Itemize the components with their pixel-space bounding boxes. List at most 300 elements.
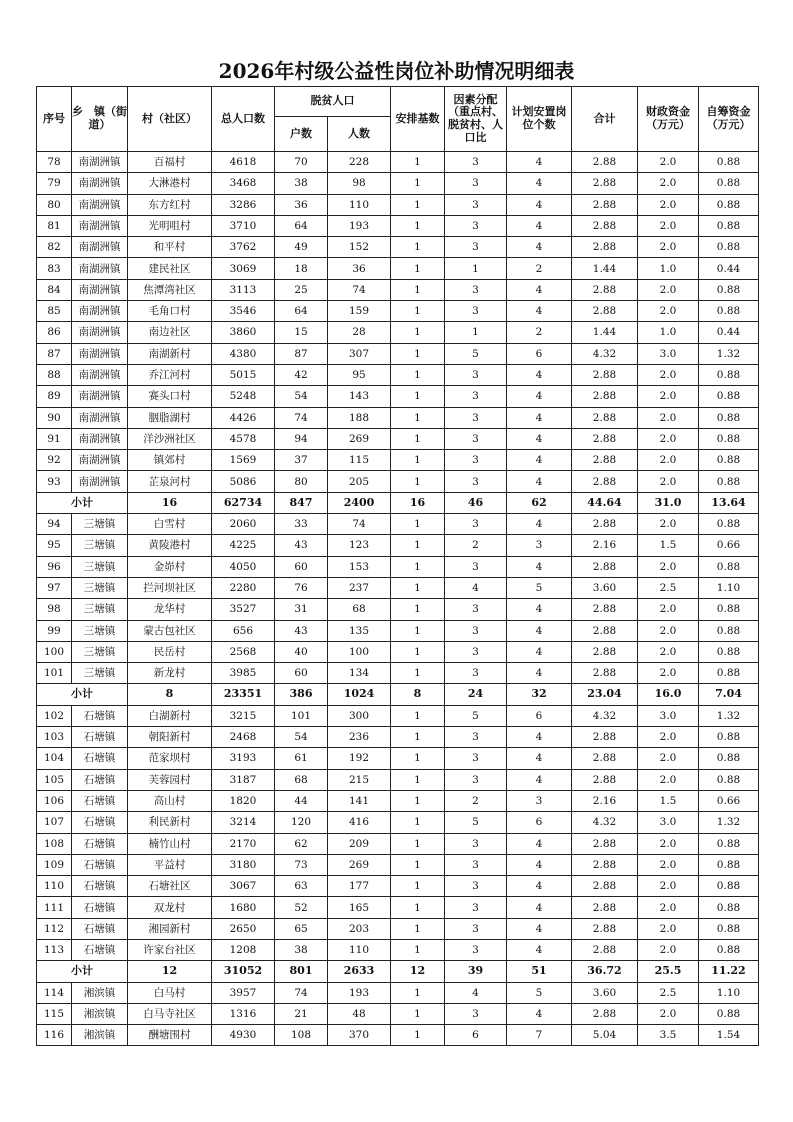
cell-village: 光明咀村 [128,215,212,236]
cell-planned-posts: 4 [507,428,572,449]
cell-self-funds: 0.88 [699,386,759,407]
cell-seq: 90 [37,407,72,428]
table-row [37,450,759,471]
cell-households: 87 [275,343,328,364]
cell-sum: 2.88 [572,237,638,258]
cell-self-funds: 0.88 [699,301,759,322]
cell-households: 60 [275,663,328,684]
cell-seq: 100 [37,641,72,662]
cell-planned-posts: 3 [507,790,572,811]
cell-persons: 36 [328,258,391,279]
cell-persons: 228 [328,152,391,173]
cell-persons: 205 [328,471,391,492]
cell-total-population: 4578 [212,428,275,449]
subtotal-row [37,684,759,705]
cell-seq: 79 [37,173,72,194]
cell-sum: 2.88 [572,599,638,620]
table-row [37,854,759,875]
cell-total-population: 3286 [212,194,275,215]
cell-fiscal-funds: 2.0 [638,556,699,577]
cell-base: 1 [391,918,445,939]
cell-sum: 2.88 [572,194,638,215]
cell-self-funds: 0.88 [699,748,759,769]
table-row [37,620,759,641]
cell-village: 白雪村 [128,514,212,535]
cell-self-funds: 0.66 [699,790,759,811]
cell-town: 南湖洲镇 [72,386,128,407]
cell-seq: 109 [37,854,72,875]
cell-town: 石塘镇 [72,939,128,960]
cell-households: 68 [275,769,328,790]
cell-village: 胭脂湖村 [128,407,212,428]
cell-sum: 2.88 [572,407,638,428]
cell-seq: 98 [37,599,72,620]
cell-village: 白湖新村 [128,705,212,726]
cell-factor: 3 [445,620,507,641]
subtotal-row [37,492,759,513]
cell-planned-posts: 4 [507,663,572,684]
cell-fiscal-funds: 3.0 [638,343,699,364]
cell-persons: 98 [328,173,391,194]
cell-persons: 48 [328,1003,391,1024]
cell-planned-posts: 4 [507,727,572,748]
subtotal-cell-village: 16 [128,492,212,513]
cell-village: 芷泉河村 [128,471,212,492]
cell-base: 1 [391,748,445,769]
subtotal-label: 小计 [37,961,128,982]
subtotal-cell-fiscal-funds: 25.5 [638,961,699,982]
cell-fiscal-funds: 2.0 [638,471,699,492]
header-village: 村（社区） [128,87,212,152]
cell-households: 108 [275,1025,328,1046]
cell-total-population: 3860 [212,322,275,343]
cell-persons: 237 [328,577,391,598]
cell-seq: 92 [37,450,72,471]
cell-fiscal-funds: 1.5 [638,535,699,556]
cell-planned-posts: 4 [507,897,572,918]
cell-total-population: 3187 [212,769,275,790]
cell-sum: 4.32 [572,343,638,364]
subtotal-cell-planned-posts: 62 [507,492,572,513]
cell-factor: 3 [445,364,507,385]
cell-factor: 3 [445,173,507,194]
cell-persons: 370 [328,1025,391,1046]
cell-seq: 82 [37,237,72,258]
cell-seq: 86 [37,322,72,343]
cell-village: 洋沙洲社区 [128,428,212,449]
cell-planned-posts: 4 [507,939,572,960]
cell-planned-posts: 4 [507,748,572,769]
subtotal-cell-persons: 2400 [328,492,391,513]
cell-households: 52 [275,897,328,918]
cell-seq: 94 [37,514,72,535]
cell-planned-posts: 4 [507,833,572,854]
table-row [37,428,759,449]
subtotal-cell-planned-posts: 51 [507,961,572,982]
cell-sum: 2.88 [572,727,638,748]
cell-self-funds: 0.88 [699,876,759,897]
cell-village: 民岳村 [128,641,212,662]
cell-total-population: 1680 [212,897,275,918]
cell-seq: 88 [37,364,72,385]
cell-planned-posts: 4 [507,769,572,790]
cell-total-population: 3985 [212,663,275,684]
cell-persons: 134 [328,663,391,684]
cell-sum: 2.88 [572,769,638,790]
cell-persons: 153 [328,556,391,577]
cell-town: 三塘镇 [72,641,128,662]
cell-town: 南湖洲镇 [72,237,128,258]
header-households: 户数 [275,117,328,152]
cell-seq: 99 [37,620,72,641]
cell-total-population: 1820 [212,790,275,811]
cell-persons: 141 [328,790,391,811]
cell-total-population: 2468 [212,727,275,748]
cell-seq: 106 [37,790,72,811]
cell-households: 33 [275,514,328,535]
cell-households: 64 [275,301,328,322]
subtotal-cell-base: 12 [391,961,445,982]
cell-village: 南边社区 [128,322,212,343]
cell-planned-posts: 4 [507,215,572,236]
cell-persons: 74 [328,514,391,535]
header-seq: 序号 [37,87,72,152]
cell-self-funds: 0.88 [699,897,759,918]
cell-seq: 91 [37,428,72,449]
table-row [37,471,759,492]
table-row [37,386,759,407]
cell-base: 1 [391,215,445,236]
cell-households: 15 [275,322,328,343]
cell-base: 1 [391,705,445,726]
subtotal-cell-total-population: 23351 [212,684,275,705]
cell-fiscal-funds: 2.0 [638,918,699,939]
subtotal-cell-sum: 36.72 [572,961,638,982]
cell-persons: 269 [328,428,391,449]
cell-base: 1 [391,556,445,577]
cell-self-funds: 0.88 [699,769,759,790]
cell-sum: 1.44 [572,322,638,343]
cell-fiscal-funds: 2.0 [638,833,699,854]
cell-sum: 2.88 [572,833,638,854]
cell-factor: 3 [445,1003,507,1024]
cell-base: 1 [391,450,445,471]
cell-planned-posts: 4 [507,450,572,471]
cell-town: 南湖洲镇 [72,173,128,194]
subtotal-cell-total-population: 62734 [212,492,275,513]
cell-seq: 116 [37,1025,72,1046]
cell-base: 1 [391,471,445,492]
header-self-funds: 自筹资金（万元） [699,87,759,152]
cell-households: 38 [275,939,328,960]
subtotal-cell-factor: 46 [445,492,507,513]
subtotal-cell-base: 16 [391,492,445,513]
cell-town: 南湖洲镇 [72,428,128,449]
cell-town: 石塘镇 [72,897,128,918]
cell-households: 54 [275,386,328,407]
table-row [37,152,759,173]
cell-seq: 111 [37,897,72,918]
cell-base: 1 [391,854,445,875]
cell-sum: 2.88 [572,215,638,236]
subtotal-cell-village: 8 [128,684,212,705]
cell-village: 东方红村 [128,194,212,215]
cell-fiscal-funds: 2.0 [638,514,699,535]
cell-households: 40 [275,641,328,662]
cell-total-population: 3069 [212,258,275,279]
cell-self-funds: 0.88 [699,854,759,875]
table-row [37,322,759,343]
cell-total-population: 3710 [212,215,275,236]
cell-factor: 3 [445,833,507,854]
cell-sum: 2.16 [572,790,638,811]
cell-fiscal-funds: 2.0 [638,301,699,322]
cell-sum: 2.88 [572,918,638,939]
cell-households: 25 [275,279,328,300]
cell-base: 1 [391,428,445,449]
cell-total-population: 2280 [212,577,275,598]
cell-village: 蒙古包社区 [128,620,212,641]
subtotal-cell-persons: 1024 [328,684,391,705]
cell-total-population: 3527 [212,599,275,620]
subtotal-cell-self-funds: 7.04 [699,684,759,705]
cell-self-funds: 0.88 [699,1003,759,1024]
cell-self-funds: 0.88 [699,918,759,939]
table-row [37,599,759,620]
cell-sum: 2.88 [572,301,638,322]
table-row [37,918,759,939]
cell-planned-posts: 6 [507,343,572,364]
subtotal-cell-fiscal-funds: 16.0 [638,684,699,705]
cell-seq: 80 [37,194,72,215]
cell-factor: 3 [445,194,507,215]
cell-persons: 203 [328,918,391,939]
cell-total-population: 4050 [212,556,275,577]
cell-households: 63 [275,876,328,897]
cell-factor: 3 [445,727,507,748]
cell-households: 49 [275,237,328,258]
cell-persons: 215 [328,769,391,790]
subtotal-cell-base: 8 [391,684,445,705]
cell-fiscal-funds: 2.5 [638,982,699,1003]
cell-town: 三塘镇 [72,663,128,684]
cell-sum: 5.04 [572,1025,638,1046]
cell-persons: 123 [328,535,391,556]
cell-town: 南湖洲镇 [72,301,128,322]
header-persons: 人数 [328,117,391,152]
table-row [37,173,759,194]
cell-persons: 110 [328,939,391,960]
cell-town: 南湖洲镇 [72,152,128,173]
cell-town: 南湖洲镇 [72,279,128,300]
cell-base: 1 [391,939,445,960]
cell-sum: 2.16 [572,535,638,556]
cell-town: 南湖洲镇 [72,364,128,385]
cell-fiscal-funds: 2.0 [638,620,699,641]
cell-self-funds: 0.88 [699,407,759,428]
cell-factor: 3 [445,641,507,662]
cell-village: 白马村 [128,982,212,1003]
cell-total-population: 4380 [212,343,275,364]
cell-village: 毛角口村 [128,301,212,322]
cell-village: 石塘社区 [128,876,212,897]
cell-factor: 3 [445,769,507,790]
cell-planned-posts: 4 [507,386,572,407]
header-fiscal-funds: 财政资金（万元） [638,87,699,152]
cell-seq: 85 [37,301,72,322]
cell-base: 1 [391,727,445,748]
cell-planned-posts: 4 [507,641,572,662]
cell-village: 镇郊村 [128,450,212,471]
cell-village: 南湖新村 [128,343,212,364]
cell-base: 1 [391,663,445,684]
subtotal-cell-households: 847 [275,492,328,513]
header-town: 乡 镇（街道） [72,87,128,152]
cell-factor: 3 [445,854,507,875]
cell-planned-posts: 4 [507,301,572,322]
cell-town: 三塘镇 [72,556,128,577]
cell-base: 1 [391,897,445,918]
cell-planned-posts: 4 [507,556,572,577]
cell-households: 38 [275,173,328,194]
cell-total-population: 3468 [212,173,275,194]
cell-seq: 107 [37,812,72,833]
cell-households: 36 [275,194,328,215]
cell-households: 70 [275,152,328,173]
table-body [37,152,759,1046]
cell-planned-posts: 4 [507,152,572,173]
cell-fiscal-funds: 1.0 [638,322,699,343]
cell-town: 南湖洲镇 [72,471,128,492]
cell-seq: 87 [37,343,72,364]
cell-households: 54 [275,727,328,748]
cell-village: 范家坝村 [128,748,212,769]
cell-base: 1 [391,279,445,300]
subtotal-cell-households: 801 [275,961,328,982]
cell-self-funds: 1.54 [699,1025,759,1046]
subtotal-label: 小计 [37,492,128,513]
cell-self-funds: 0.44 [699,258,759,279]
cell-self-funds: 0.88 [699,194,759,215]
cell-self-funds: 0.88 [699,428,759,449]
table-row [37,215,759,236]
cell-total-population: 3214 [212,812,275,833]
cell-fiscal-funds: 1.5 [638,790,699,811]
cell-self-funds: 0.88 [699,279,759,300]
cell-town: 石塘镇 [72,790,128,811]
cell-self-funds: 1.10 [699,982,759,1003]
cell-sum: 2.88 [572,641,638,662]
cell-planned-posts: 4 [507,194,572,215]
table-row [37,194,759,215]
table-row [37,535,759,556]
cell-town: 南湖洲镇 [72,258,128,279]
cell-fiscal-funds: 2.0 [638,939,699,960]
cell-seq: 97 [37,577,72,598]
cell-base: 1 [391,833,445,854]
cell-sum: 2.88 [572,1003,638,1024]
cell-households: 31 [275,599,328,620]
cell-base: 1 [391,258,445,279]
cell-total-population: 3113 [212,279,275,300]
cell-sum: 3.60 [572,982,638,1003]
cell-fiscal-funds: 2.0 [638,194,699,215]
cell-seq: 84 [37,279,72,300]
cell-self-funds: 1.32 [699,812,759,833]
cell-households: 120 [275,812,328,833]
cell-planned-posts: 4 [507,364,572,385]
cell-seq: 103 [37,727,72,748]
cell-town: 湘滨镇 [72,982,128,1003]
table-row [37,705,759,726]
cell-base: 1 [391,194,445,215]
cell-fiscal-funds: 2.0 [638,641,699,662]
cell-planned-posts: 4 [507,407,572,428]
cell-persons: 68 [328,599,391,620]
cell-fiscal-funds: 2.0 [638,173,699,194]
cell-town: 三塘镇 [72,577,128,598]
cell-total-population: 3193 [212,748,275,769]
subtotal-cell-self-funds: 13.64 [699,492,759,513]
cell-households: 62 [275,833,328,854]
cell-persons: 177 [328,876,391,897]
header-factor: 因素分配（重点村、脱贫村、人口比 [445,87,507,152]
cell-total-population: 656 [212,620,275,641]
cell-factor: 3 [445,152,507,173]
cell-factor: 3 [445,748,507,769]
cell-town: 南湖洲镇 [72,407,128,428]
cell-base: 1 [391,152,445,173]
cell-factor: 3 [445,876,507,897]
cell-households: 42 [275,364,328,385]
cell-households: 44 [275,790,328,811]
subtotal-cell-sum: 23.04 [572,684,638,705]
cell-fiscal-funds: 2.0 [638,450,699,471]
cell-seq: 93 [37,471,72,492]
cell-households: 73 [275,854,328,875]
table-row [37,833,759,854]
cell-sum: 4.32 [572,812,638,833]
cell-town: 三塘镇 [72,514,128,535]
cell-total-population: 4225 [212,535,275,556]
subtotal-cell-households: 386 [275,684,328,705]
cell-seq: 104 [37,748,72,769]
cell-total-population: 2170 [212,833,275,854]
cell-persons: 159 [328,301,391,322]
subtotal-cell-planned-posts: 32 [507,684,572,705]
cell-persons: 188 [328,407,391,428]
cell-self-funds: 1.10 [699,577,759,598]
header-sum: 合计 [572,87,638,152]
cell-self-funds: 0.88 [699,620,759,641]
cell-self-funds: 0.88 [699,471,759,492]
cell-total-population: 1208 [212,939,275,960]
cell-factor: 3 [445,215,507,236]
cell-sum: 2.88 [572,748,638,769]
cell-seq: 101 [37,663,72,684]
header-base: 安排基数 [391,87,445,152]
cell-persons: 110 [328,194,391,215]
cell-village: 龙华村 [128,599,212,620]
cell-town: 南湖洲镇 [72,215,128,236]
cell-sum: 2.88 [572,279,638,300]
cell-seq: 110 [37,876,72,897]
cell-persons: 143 [328,386,391,407]
cell-fiscal-funds: 1.0 [638,258,699,279]
cell-fiscal-funds: 2.0 [638,599,699,620]
cell-self-funds: 0.88 [699,833,759,854]
cell-factor: 3 [445,663,507,684]
